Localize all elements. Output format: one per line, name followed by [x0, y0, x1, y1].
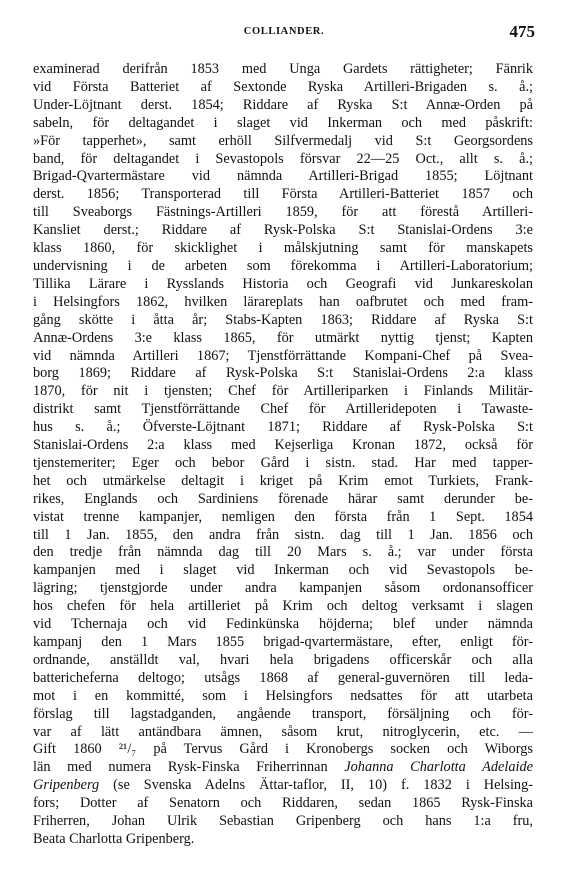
text-line: kampanj den 1 Mars 1855 brigad-qvartermästare, efter, enligt för- — [33, 634, 533, 650]
italic-name: Johanna Charlotta Adelaide — [344, 759, 533, 776]
text-line: kampanjen med i slaget vid Inkerman och vid Sevastopols be- — [33, 562, 533, 579]
text-line: derst. 1856; Transporterad till Första Artilleri-Batteriet 1857 och — [33, 186, 533, 203]
text-run: län med numera Rysk-Finska Friherrinnan — [33, 759, 328, 776]
text-line: tjenstemeriter; Eger och bebor Gård i sistn. stad. Har med tapper- — [33, 454, 533, 471]
text-line: den tredje från nämnda dag till 20 Mars s. å.; var under första — [33, 544, 533, 561]
text-line: i Helsingfors 1862, hvilken lärareplats han oafbrutet och med fram- — [33, 293, 533, 310]
text-line: borg 1869; Riddare af Rysk-Polska S:t Stanislai-Ordens 2:a klass — [33, 365, 533, 382]
text-line: band, för deltagandet i Sevastopols försvar 22—25 Oct., allt s. å.; — [33, 150, 533, 167]
text-line: lägring; tjenstgjorde under andra kampanjen såsom ordonansofficer — [33, 580, 533, 597]
text-line: Stanislai-Ordens 2:a klass med Kejserliga Kronan 1872, också för — [33, 437, 533, 454]
text-line — [33, 759, 533, 777]
text-line: »För tapperhet», samt erhöll Silfvermedalj vid S:t Georgsordens — [33, 132, 533, 149]
text-line: Beata Charlotta Gripenberg. — [33, 830, 195, 847]
body-text — [33, 61, 533, 849]
text-line: gång skötte i åtta år; Stabs-Kapten 1863; Riddare af Ryska S:t — [33, 311, 533, 328]
text-line: Kansliet derst.; Riddare af Rysk-Polska S:t Stanislai-Ordens 3:e — [33, 222, 533, 239]
text-line: examinerad derifrån 1853 med Unga Gardets rättigheter; Fänrik — [33, 61, 533, 77]
text-line: mot i en kommitté, som i Helsingfors nedsattes för att utarbeta — [33, 687, 533, 704]
text-line: Gift 1860 ²¹/₇ på Tervus Gård i Kronobergs socken och Wiborgs — [33, 741, 533, 758]
text-line: vistat trenne kampanjer, nemligen den första från 1 Sept. 1854 — [33, 508, 533, 525]
text-line: till 1 Jan. 1855, den andra från sistn. dag till 1 Jan. 1856 och — [33, 526, 533, 543]
text-line: Brigad-Qvartermästare vid nämnda Artilleri-Brigad 1855; Löjtnant — [33, 168, 533, 185]
text-line: distrikt samt Tjenstförrättande Chef för Artilleridepoten i Tawaste- — [33, 401, 533, 418]
text-line: 1870, för nit i tjensten; Chef för Artilleriparken i Finlands Militär- — [33, 383, 533, 400]
text-line: undervisning i de arbeten som förekomma i Artilleri-Laboratorium; — [33, 257, 533, 274]
scan-watermark — [372, 833, 482, 847]
text-line: Under-Löjtnant derst. 1854; Riddare af Ryska S:t Annæ-Orden på — [33, 96, 533, 113]
text-line: förslag till lagstadganden, angående transport, försäljning och för- — [33, 705, 533, 722]
text-line: till Sveaborgs Fästnings-Artilleri 1859, för att förestå Artilleri- — [33, 204, 533, 221]
text-line: ordnande, anställdt val, hvari hela brigadens officerskår och alla — [33, 651, 533, 668]
text-line: rikes, Englands och Sardiniens förenade härar samt derunder be- — [33, 490, 533, 507]
text-line: vid Första Batteriet af Sextonde Ryska Artilleri-Brigaden s. å.; — [33, 78, 533, 95]
text-line: hus s. å.; Öfverste-Löjtnant 1871; Riddare af Rysk-Polska S:t — [33, 419, 533, 436]
text-line: hos chefen för hela artilleriet på Krim och deltog verksamt i slagen — [33, 598, 533, 615]
page-header — [33, 22, 535, 46]
text-line: sabeln, för deltagandet i slaget vid Inkerman och med påskrift: — [33, 114, 533, 131]
text-line: vid Tchernaja och vid Fedinkünska höjderna; blef under nämnda — [33, 616, 533, 633]
text-line: Friherren, Johan Ulrik Sebastian Gripenberg och hans 1:a fru, — [33, 813, 533, 830]
text-line: het och utmärkelse deltagit i kriget på Krim emot Turkiets, Frank- — [33, 472, 533, 489]
text-line: vid nämnda Artilleri 1867; Tjenstförrättande Kompani-Chef på Svea- — [33, 347, 533, 364]
text-run: (se Svenska Adelns Ättar-taflor, II, 10) f. 1832 i Helsing- — [113, 777, 533, 794]
text-line: var af lätt antändbara ämnen, såsom krut, nitroglycerin, etc. — — [33, 723, 533, 740]
text-line: Annæ-Ordens 3:e klass 1865, för utmärkt nyttig tjenst; Kapten — [33, 329, 533, 346]
text-line: Tillika Lärare i Rysslands Historia och Geografi vid Junkareskolan — [33, 275, 533, 292]
text-line: fors; Dotter af Senatorn och Riddaren, sedan 1865 Rysk-Finska — [33, 795, 533, 812]
text-line: battericheferna deltogo; utsågs 1868 af general-guvernören till leda- — [33, 669, 533, 686]
italic-name: Gripenberg — [33, 777, 100, 794]
page-number: 475 — [509, 22, 535, 41]
text-line — [33, 777, 533, 795]
text-line: klass 1860, för skicklighet i målskjutning samt för manskapets — [33, 240, 533, 257]
running-title: COLLIANDER. — [243, 26, 325, 37]
